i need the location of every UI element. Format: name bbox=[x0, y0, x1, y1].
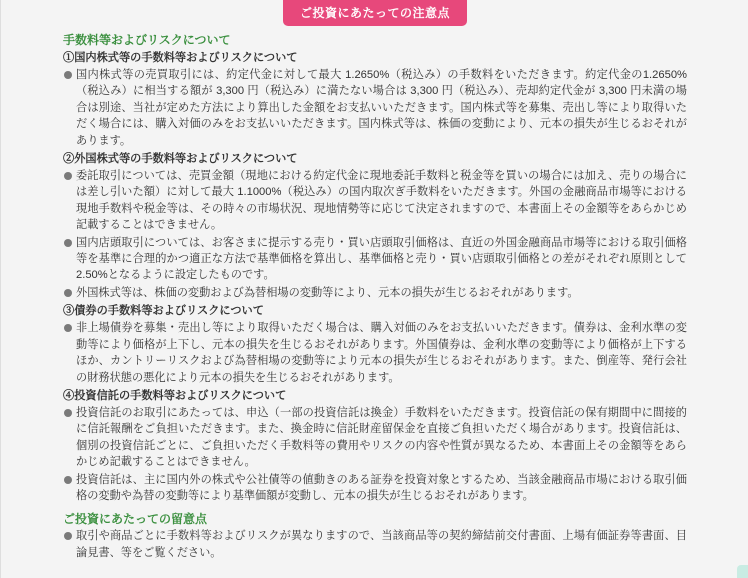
bullet-dot-icon bbox=[64, 476, 72, 484]
notice-header-tab: ご投資にあたっての注意点 bbox=[283, 0, 467, 26]
bullet-text: 取引や商品ごとに手数料等およびリスクが異なりますので、当該商品等の契約締結前交付書面、上場有価証券等書面、目論見書、等をご覧ください。 bbox=[76, 530, 687, 559]
subsection-title-domestic-stocks: ①国内株式等の手数料等およびリスクについて bbox=[63, 52, 298, 64]
list-item bbox=[63, 235, 687, 284]
bullet-text: 外国株式等は、株価の変動および為替相場の変動等により、元本の損失が生じるおそれがあります。 bbox=[76, 286, 579, 299]
list-item bbox=[63, 67, 687, 149]
bullet-dot-icon bbox=[64, 71, 72, 79]
bullet-dot-icon bbox=[64, 532, 72, 540]
bullet-text: 委託取引については、売買金額（現地における約定代金に現地委託手数料と税金等を買いの場合には加え、売りの場合には差し引いた額）に対して最大 1.1000%（税込み）の国内取次ぎ手数料をいただきます。外国の金融商品市場等における現地手数料や税金等は、その時々の市場状況、現地情勢等に応じて決定されますので、本書面上その金額等をあらかじめ記載することはできません。 bbox=[76, 170, 687, 232]
list-item bbox=[63, 285, 687, 301]
bullet-dot-icon bbox=[64, 409, 72, 417]
list-item bbox=[63, 472, 687, 505]
subsection-title-foreign-stocks: ②外国株式等の手数料等およびリスクについて bbox=[63, 153, 298, 166]
section-title-notes: ご投資にあたっての留意点 bbox=[63, 512, 208, 527]
list-item bbox=[63, 528, 687, 561]
bullet-dot-icon bbox=[64, 289, 72, 297]
list-item bbox=[63, 320, 687, 386]
section-title-fees-and-risks: 手数料等およびリスクについて bbox=[63, 33, 231, 47]
notice-content bbox=[63, 32, 687, 561]
bullet-text: 国内店頭取引については、お客さまに提示する売り・買い店頭取引価格は、直近の外国金融商品市場等における取引価格等を基準に合理的かつ適正な方法で基準価格を算出し、基準価格と売り・買い店頭取引価格との差がそれぞれ原則として2.50%となるように設定したものです。 bbox=[76, 236, 687, 282]
list-item bbox=[63, 168, 687, 234]
bullet-dot-icon bbox=[64, 239, 72, 247]
bullet-dot-icon bbox=[64, 324, 72, 332]
subsection-title-bonds: ③債券の手数料等およびリスクについて bbox=[63, 305, 264, 318]
bullet-dot-icon bbox=[64, 172, 72, 180]
subsection-title-investment-trusts: ④投資信託の手数料等およびリスクについて bbox=[63, 389, 287, 402]
bullet-text: 国内株式等の売買取引には、約定代金に対して最大 1.2650%（税込み）の手数料をいただきます。約定代金の1.2650%（税込み）に相当する額が 3,300 円（税込み）に満たない場合は 3,300 円（税込み）、売却約定代金が 3,300 円未満の場合は別途、当社が定めた方法により算出した金額をお支払いいただきます。国内株式等を募集、売出し等により取得いただく場合には、購入対価のみをお支払いいただきます。国内株式等は、株価の変動により、元本の損失が生じるおそれがあります。 bbox=[76, 69, 687, 147]
bullet-text: 投資信託は、主に国内外の株式や公社債等の値動きのある証券を投資対象とするため、当該金融商品市場における取引価格の変動や為替の変動等により基準価額が変動し、元本の損失が生じるおそれがあります。 bbox=[76, 473, 687, 502]
bullet-text: 投資信託のお取引にあたっては、申込（一部の投資信託は換金）手数料をいただきます。投資信託の保有期間中に間接的に信託報酬をご負担いただきます。また、換金時に信託財産留保金を直接ご負担いただく場合があります。投資信託は、個別の投資信託ごとに、ご負担いただく手数料等の費用やリスクの内容や性質が異なるため、本書面上その金額等をあらかじめ記載することはできません。 bbox=[76, 406, 687, 469]
list-item bbox=[63, 405, 687, 471]
corner-decoration bbox=[737, 565, 748, 578]
bullet-text: 非上場債券を募集・売出し等により取得いただく場合は、購入対価のみをお支払いいただきます。債券は、金利水準の変動等により価格が上下し、元本の損失を生じるおそれがあります。外国債券は、金利水準の変動等により価格が上下するほか、カントリーリスクおよび為替相場の変動等により元本の損失が生じるおそれがあります。また、倒産等、発行会社の財務状態の悪化により元本の損失を生じるおそれがあります。 bbox=[76, 322, 687, 384]
